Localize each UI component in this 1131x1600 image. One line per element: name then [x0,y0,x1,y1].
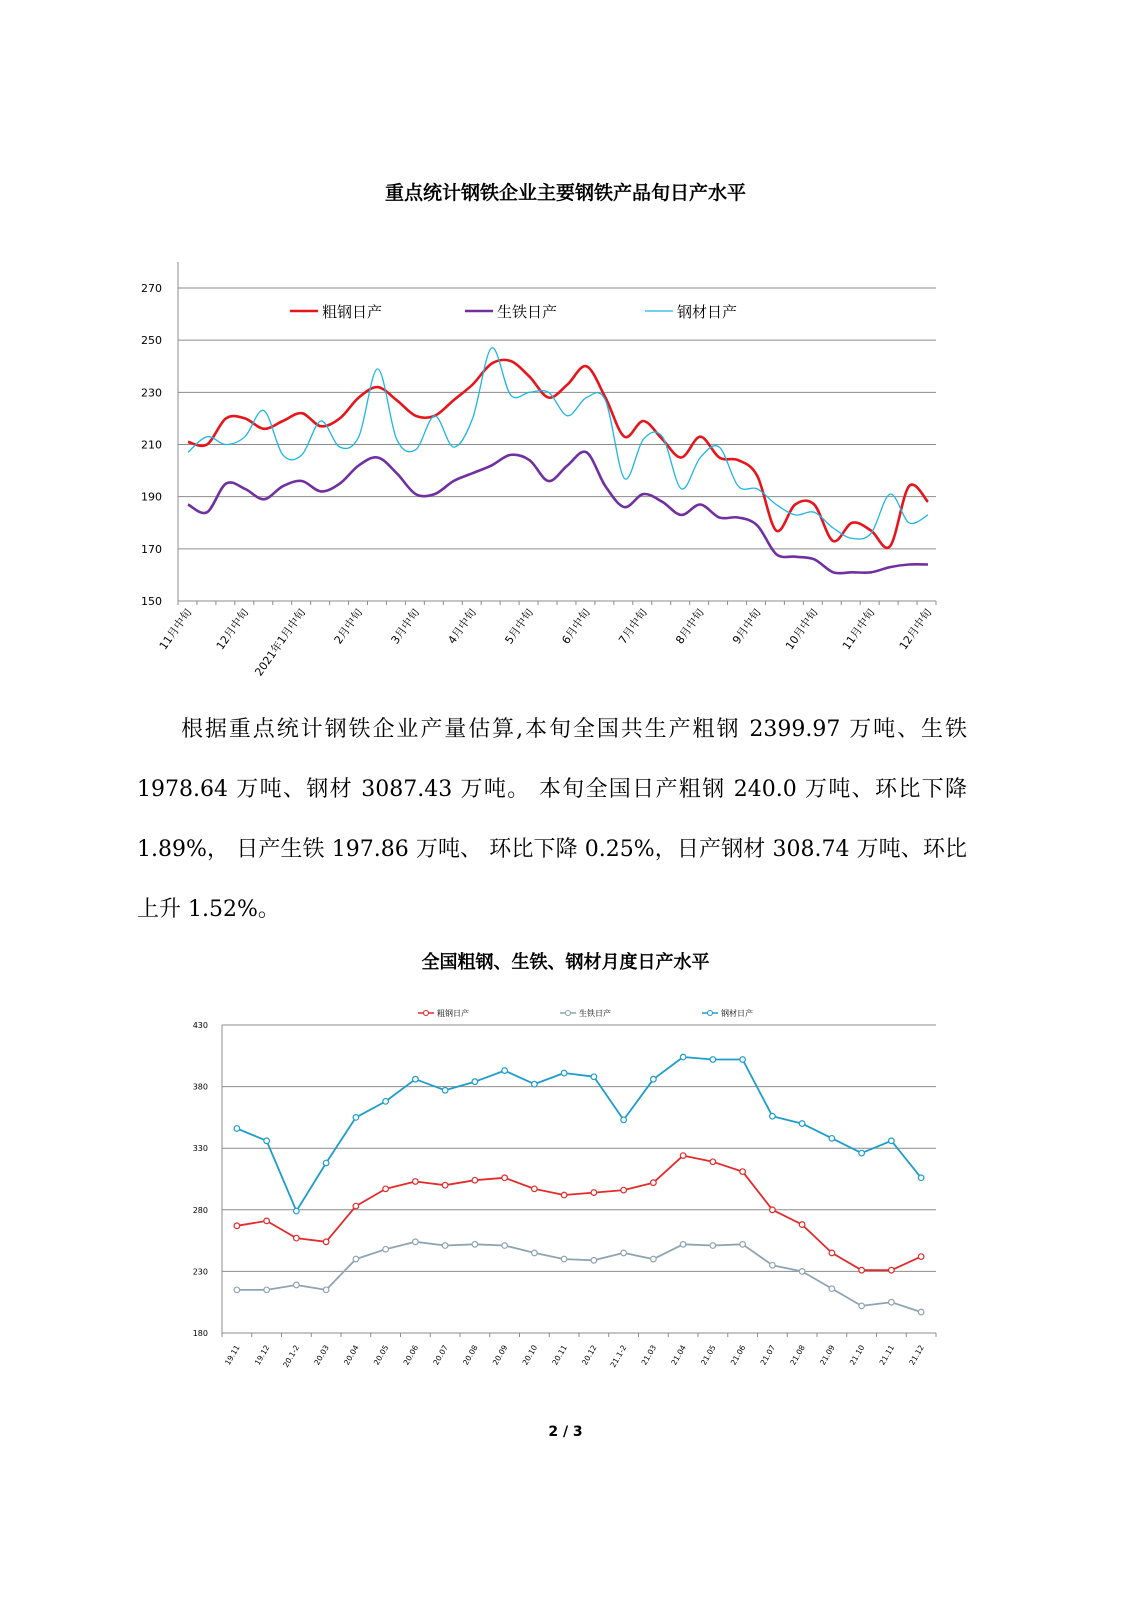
data-point [234,1287,240,1293]
chart2-title: 全国粗钢、生铁、钢材月度日产水平 [421,952,710,973]
data-point [383,1099,389,1105]
x-tick-label: 12月中旬 [896,606,935,653]
data-point [621,1187,627,1193]
y-tick-label: 190 [141,490,162,504]
data-point [323,1239,329,1245]
data-point [918,1175,924,1181]
series-line-1 [188,360,928,548]
legend-label: 钢材日产 [721,1009,753,1018]
data-point [323,1287,329,1293]
data-point [680,1153,686,1159]
legend-item-2 [465,303,557,321]
data-point [502,1243,508,1249]
data-point [651,1256,657,1262]
data-point [621,1250,627,1256]
data-point [264,1287,270,1293]
y-tick-label: 250 [141,334,162,348]
data-point [532,1081,538,1087]
data-point [829,1286,835,1292]
series-line-2 [237,1242,921,1312]
data-point [799,1222,805,1228]
data-point [383,1246,389,1252]
y-tick-label: 170 [141,542,162,556]
data-point [680,1054,686,1060]
x-tick-label: 9月中旬 [730,606,764,647]
data-point [889,1299,895,1305]
legend-label: 生铁日产 [579,1009,611,1018]
chart1-plot [0,250,1131,690]
x-tick-label: 21.10 [847,1343,867,1367]
legend-item-3 [702,1008,753,1018]
data-point [234,1223,240,1229]
x-tick-label: 12月中旬 [213,606,252,653]
legend-item-1 [418,1008,469,1018]
legend-label: 生铁日产 [497,303,558,321]
x-tick-label: 11月中旬 [839,606,878,653]
legend-label: 钢材日产 [677,303,738,321]
data-point [353,1256,359,1262]
x-tick-label: 20.09 [490,1343,510,1367]
y-tick-label: 210 [141,438,162,452]
chart1-grid [178,288,936,549]
data-point [889,1267,895,1273]
data-point [770,1262,776,1268]
data-point [532,1250,538,1256]
data-point [234,1126,240,1132]
y-tick-label: 430 [192,1021,208,1030]
data-point [710,1243,716,1249]
y-tick-label: 380 [192,1082,208,1092]
x-tick-label: 4月中旬 [445,606,480,647]
x-tick-label: 20.1-2 [281,1343,302,1369]
data-point [770,1113,776,1119]
x-tick-label: 20.11 [550,1343,569,1367]
x-tick-label: 10月中旬 [783,606,821,653]
data-point [680,1241,686,1247]
data-point [502,1068,508,1074]
data-point [651,1076,657,1082]
data-point [264,1218,270,1224]
x-tick-label: 11月中旬 [156,606,195,653]
x-tick-label: 2021年1月中旬 [252,606,309,679]
x-tick-label: 6月中旬 [559,606,593,647]
x-tick-label: 21.07 [758,1343,778,1367]
x-tick-label: 20.05 [371,1343,391,1367]
x-tick-label: 3月中旬 [388,606,423,647]
x-tick-label: 19.12 [252,1343,272,1367]
y-tick-label: 230 [141,386,162,400]
y-tick-label: 150 [141,595,162,608]
data-point [561,1256,567,1262]
data-point [918,1254,924,1260]
x-tick-label: 20.06 [401,1343,421,1367]
data-point [829,1136,835,1142]
data-point [710,1159,716,1165]
page-footer: 2 / 3 [548,1424,583,1440]
legend-label: 粗钢日产 [322,303,383,321]
y-tick-label: 280 [192,1205,208,1215]
data-point [651,1180,657,1186]
data-point [591,1190,597,1196]
data-point [413,1239,419,1245]
data-point [323,1160,329,1166]
legend-label: 粗钢日产 [437,1009,469,1018]
data-point [353,1203,359,1209]
data-point [502,1175,508,1181]
data-point [413,1076,419,1082]
data-point [621,1117,627,1123]
legend-marker [708,1011,713,1016]
data-point [740,1169,746,1175]
data-point [413,1179,419,1185]
data-point [353,1115,359,1121]
x-tick-label: 8月中旬 [673,606,707,647]
legend-item-3 [645,303,737,321]
y-tick-label: 270 [141,282,162,295]
data-point [383,1186,389,1192]
x-tick-label: 21.05 [699,1343,718,1367]
data-point [532,1186,538,1192]
series-line-1 [237,1156,921,1271]
data-point [740,1057,746,1063]
x-tick-label: 20.03 [312,1343,331,1367]
data-point [799,1121,805,1127]
legend-item-2 [560,1008,611,1018]
data-point [740,1241,746,1247]
series-line-3 [237,1057,921,1211]
chart2-plot [0,1000,1131,1390]
data-point [561,1070,567,1076]
data-point [591,1074,597,1080]
x-tick-label: 5月中旬 [502,606,536,647]
data-point [918,1309,924,1315]
legend-marker [424,1011,429,1016]
y-tick-label: 180 [192,1329,208,1338]
x-tick-label: 20.12 [580,1343,599,1367]
data-point [710,1057,716,1063]
data-point [442,1087,448,1093]
x-tick-label: 19.11 [223,1343,242,1367]
x-tick-label: 20.07 [431,1343,450,1367]
x-tick-label: 20.08 [461,1343,480,1367]
data-point [294,1282,300,1288]
x-tick-label: 21.12 [907,1343,926,1367]
data-point [472,1241,478,1247]
summary-paragraph: 根据重点统计钢铁企业产量估算,本旬全国共生产粗钢 2399.97 万吨、生铁 1978.64 万吨、钢材 3087.43 万吨。 本旬全国日产粗钢 240.0 万吨、环比下降 1.89%， 日产生铁 197.86 万吨、 环比下降 0.25%，日产钢材 308.74 万吨、环比上升 1.52%。 [137,717,967,922]
x-tick-label: 21.03 [639,1343,659,1367]
x-tick-label: 21.04 [669,1343,688,1367]
data-point [472,1079,478,1085]
legend-marker [566,1011,571,1016]
data-point [889,1138,895,1144]
data-point [591,1258,597,1264]
x-tick-label: 20.04 [342,1343,361,1367]
data-point [442,1182,448,1188]
y-tick-label: 230 [192,1267,208,1277]
x-tick-label: 2月中旬 [331,606,366,647]
x-tick-label: 21.11 [877,1343,897,1367]
x-tick-label: 7月中旬 [616,606,650,647]
data-point [799,1269,805,1275]
data-point [294,1208,300,1214]
data-point [859,1150,865,1156]
series-line-2 [188,452,928,574]
chart1-title: 重点统计钢铁企业主要钢铁产品旬日产水平 [384,182,746,204]
data-point [829,1250,835,1256]
data-point [472,1177,478,1183]
data-point [442,1243,448,1249]
x-tick-label: 21.1-2 [608,1343,629,1369]
x-tick-label: 21.06 [728,1343,748,1367]
data-point [264,1138,270,1144]
legend-item-1 [290,303,382,321]
data-point [770,1207,776,1213]
data-point [859,1267,865,1273]
data-point [859,1303,865,1309]
x-tick-label: 21.09 [818,1343,837,1367]
y-tick-label: 330 [192,1144,208,1154]
data-point [294,1235,300,1241]
data-point [561,1192,567,1198]
x-tick-label: 21.08 [788,1343,807,1367]
x-tick-label: 20.10 [520,1343,540,1367]
